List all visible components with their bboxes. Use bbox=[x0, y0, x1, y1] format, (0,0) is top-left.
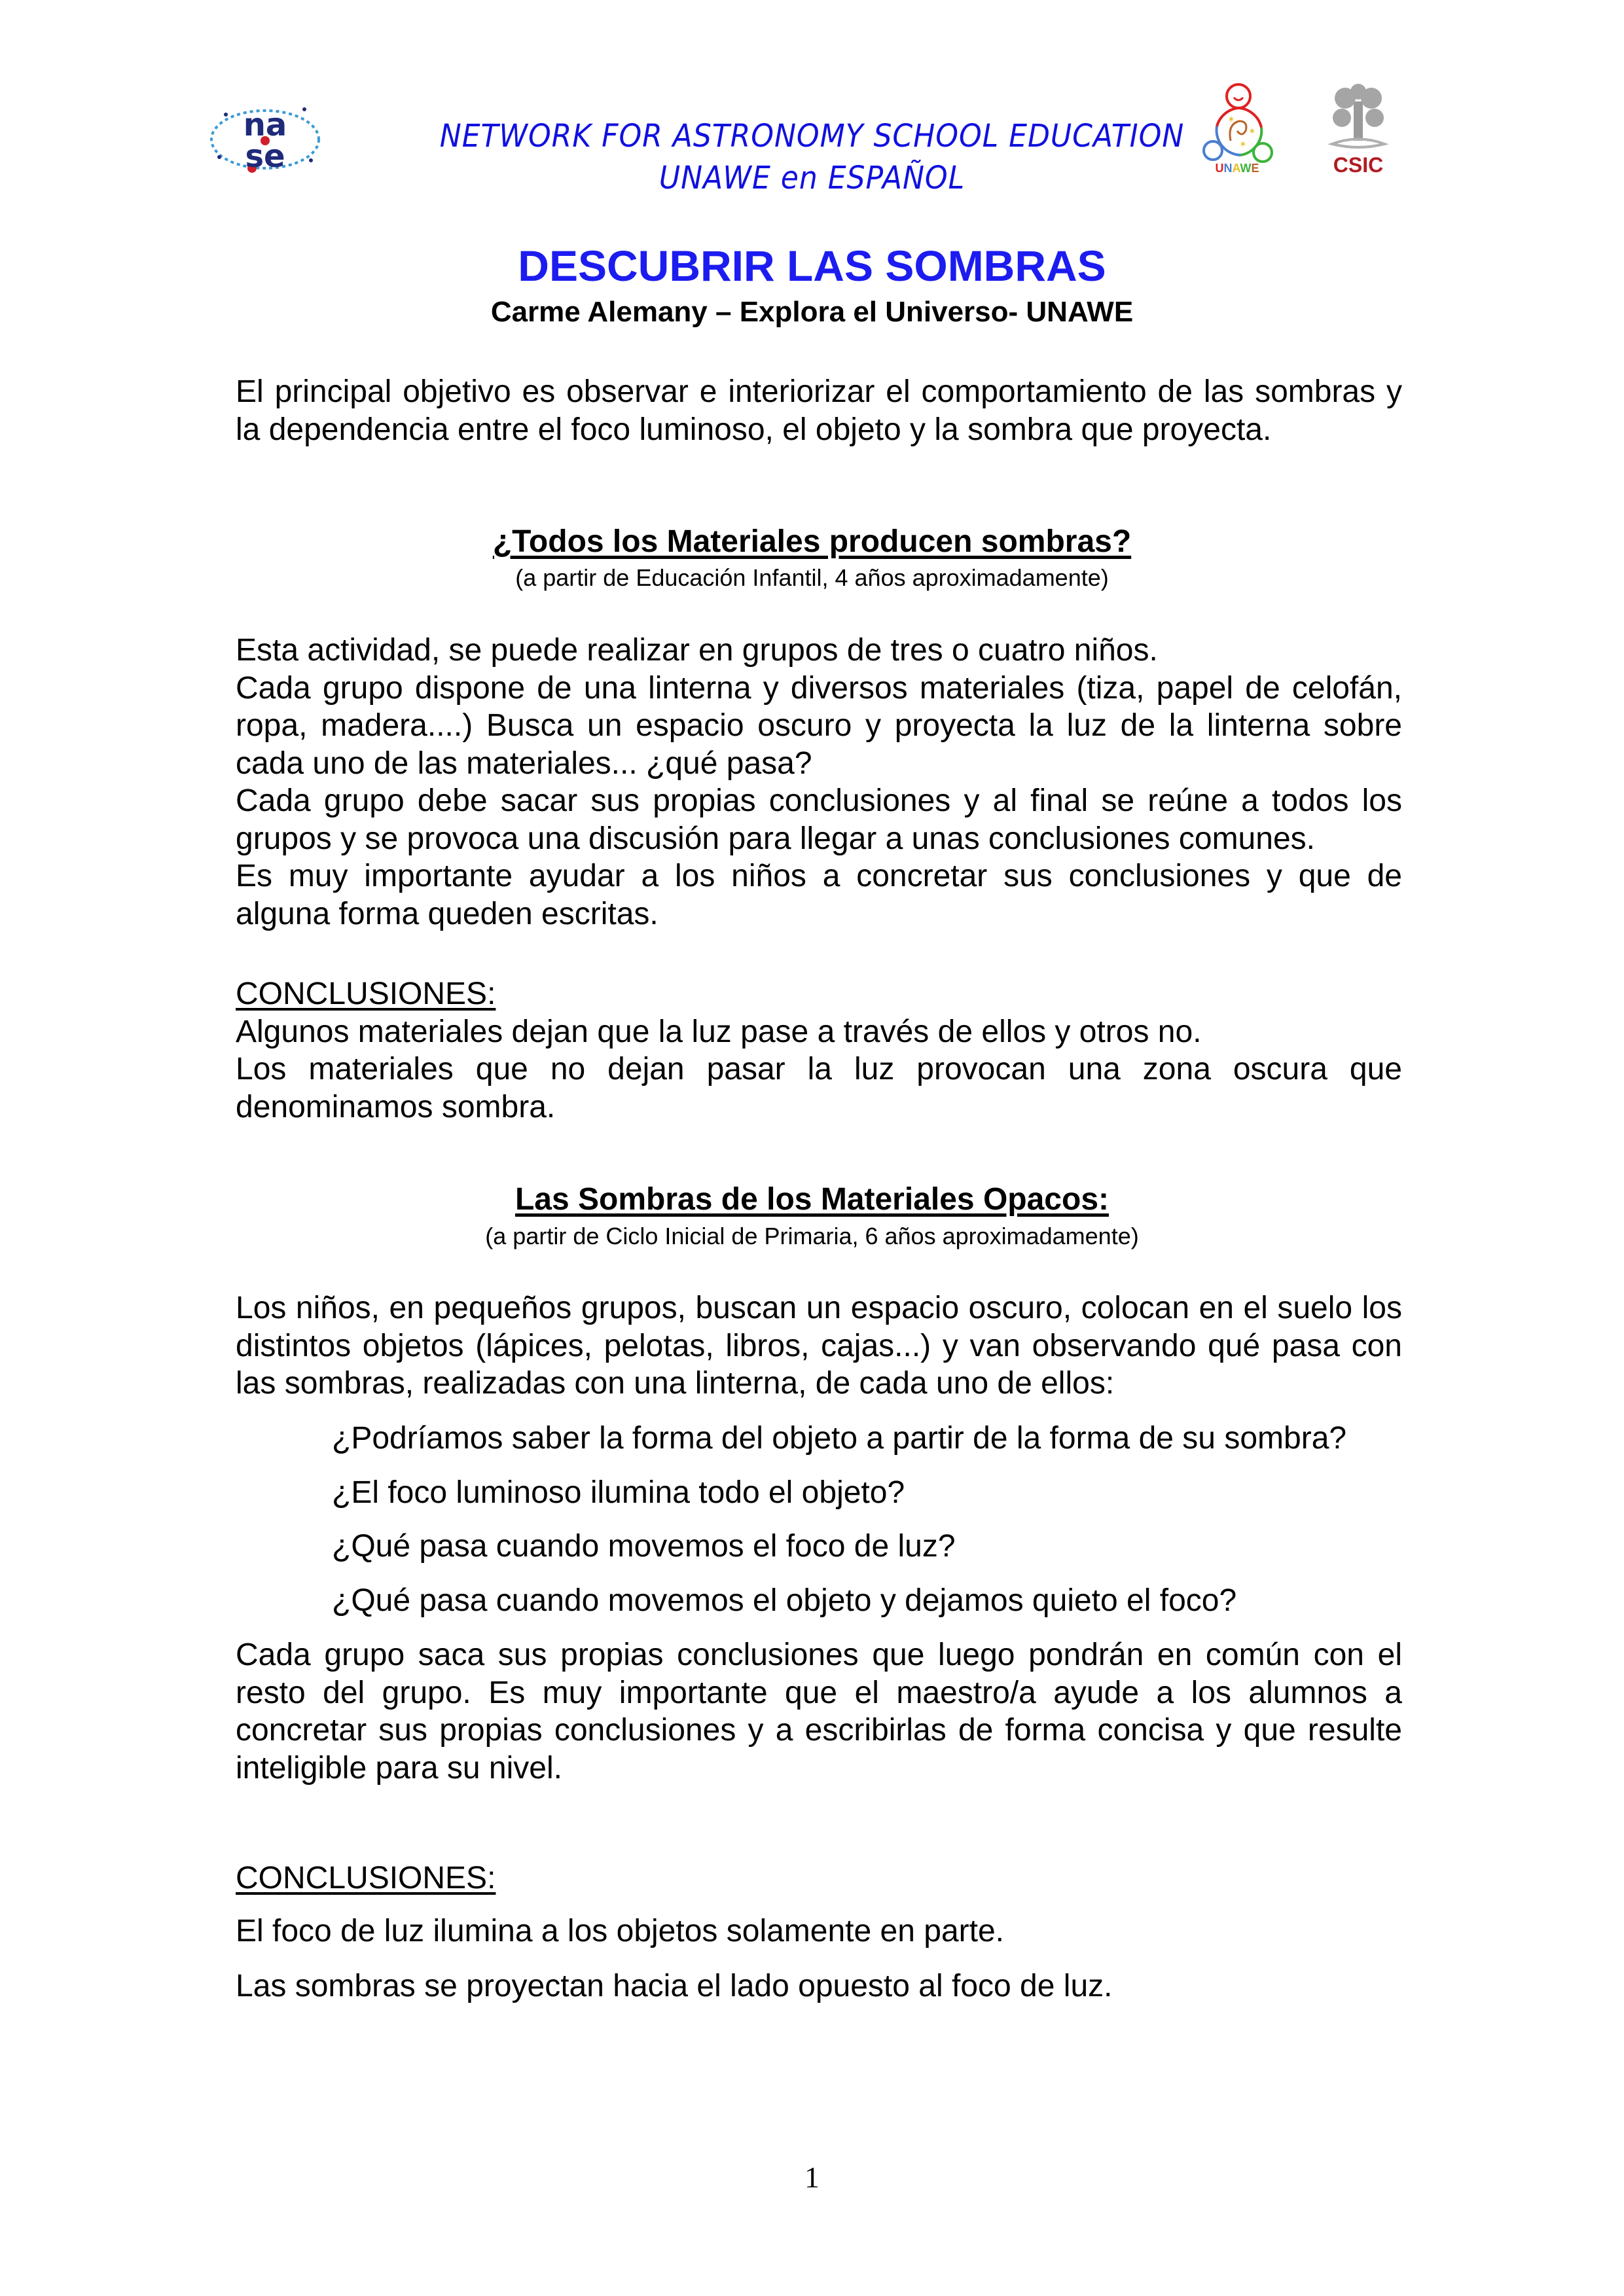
section1-paragraph: Esta actividad, se puede realizar en grupos de tres o cuatro niños. bbox=[236, 633, 1158, 668]
question-item: ¿Qué pasa cuando movemos el objeto y dejamos quieto el foco? bbox=[332, 1583, 1237, 1618]
csic-logo bbox=[1322, 82, 1394, 177]
section2-conclusions-label-wrap bbox=[236, 1860, 496, 1896]
svg-text:✶: ✶ bbox=[1227, 114, 1235, 124]
section1-paragraph: Cada grupo dispone de una linterna y diversos materiales (tiza, papel de celofán, ropa, madera....) Busca un espacio oscuro y proyecta la luz de la linterna sobre cada uno de las materiales... ¿qué pasa? bbox=[236, 670, 1402, 781]
section2-intro bbox=[236, 1289, 1402, 1403]
section2-conclusions-label: CONCLUSIONES: bbox=[236, 1861, 496, 1895]
intro-paragraph bbox=[236, 373, 1402, 448]
section1-paragraph: Es muy importante ayudar a los niños a concretar sus conclusiones y que de alguna forma queden escritas. bbox=[236, 859, 1402, 931]
svg-text:✶: ✶ bbox=[1248, 126, 1256, 136]
nase-logo-text-top: na bbox=[243, 107, 287, 143]
section1-heading: ¿Todos los Materiales producen sombras? bbox=[492, 524, 1132, 559]
section2-conclusion-item: El foco de luz ilumina a los objetos solamente en parte. bbox=[236, 1914, 1005, 1948]
document-author-line: Carme Alemany – Explora el Universo- UNAWE bbox=[490, 296, 1134, 328]
section1-conclusion-item: Los materiales que no dejan pasar la luz provocan una zona oscura que denominamos sombra. bbox=[236, 1052, 1402, 1124]
csic-logo-text: CSIC bbox=[1333, 153, 1384, 177]
section1-conclusions bbox=[236, 975, 1402, 1126]
section1-body bbox=[236, 632, 1402, 933]
section1-conclusions-label: CONCLUSIONES: bbox=[236, 977, 496, 1011]
header-network-title: NETWORK FOR ASTRONOMY SCHOOL EDUCATION bbox=[439, 118, 1185, 154]
section1-age-note: (a partir de Educación Infantil, 4 años aproximadamente) bbox=[515, 564, 1109, 591]
unawe-logo bbox=[1201, 82, 1273, 173]
section2-closing bbox=[236, 1636, 1402, 1787]
section2-intro-text: Los niños, en pequeños grupos, buscan un espacio oscuro, colocan en el suelo los distintos objetos (lápices, pelotas, libros, cajas...) y van observando qué pasa con las sombras, realizadas con una linterna, de cada uno de ellos: bbox=[236, 1291, 1402, 1401]
section1-paragraph: Cada grupo debe sacar sus propias conclusiones y al final se reúne a todos los grupos y se provoca una discusión para llegar a unas conclusiones comunes. bbox=[236, 783, 1402, 856]
section2-conclusion-item: Las sombras se proyectan hacia el lado opuesto al foco de luz. bbox=[236, 1969, 1113, 2003]
header-unawe-subtitle: UNAWE en ESPAÑOL bbox=[659, 160, 965, 196]
section2-age-note: (a partir de Ciclo Inicial de Primaria, 6 años aproximadamente) bbox=[485, 1223, 1139, 1249]
section2-closing-text: Cada grupo saca sus propias conclusiones que luego pondrán en común con el resto del grupo. Es muy importante que el maestro/a ayude a los alumnos a concretar sus propias conclusiones y a escribirlas de forma concisa y que resulte inteligible para su nivel. bbox=[236, 1638, 1402, 1785]
section2-heading: Las Sombras de los Materiales Opacos: bbox=[514, 1182, 1109, 1217]
question-item: ¿Podríamos saber la forma del objeto a partir de la forma de su sombra? bbox=[332, 1421, 1347, 1456]
intro-text: El principal objetivo es observar e interiorizar el comportamiento de las sombras y la dependencia entre el foco luminoso, el objeto y la sombra que proyecta. bbox=[236, 374, 1402, 447]
nase-logo-text-bottom: se bbox=[245, 138, 285, 175]
document-title: DESCUBRIR LAS SOMBRAS bbox=[518, 242, 1106, 290]
page-number: 1 bbox=[804, 2161, 820, 2194]
unawe-logo-text: UNAWE bbox=[1215, 162, 1259, 173]
section1-conclusion-item: Algunos materiales dejan que la luz pase a través de ellos y otros no. bbox=[236, 1014, 1202, 1049]
svg-text:✶: ✶ bbox=[1239, 139, 1247, 149]
question-item: ¿Qué pasa cuando movemos el foco de luz? bbox=[332, 1529, 956, 1564]
question-item: ¿El foco luminoso ilumina todo el objeto? bbox=[332, 1475, 905, 1510]
